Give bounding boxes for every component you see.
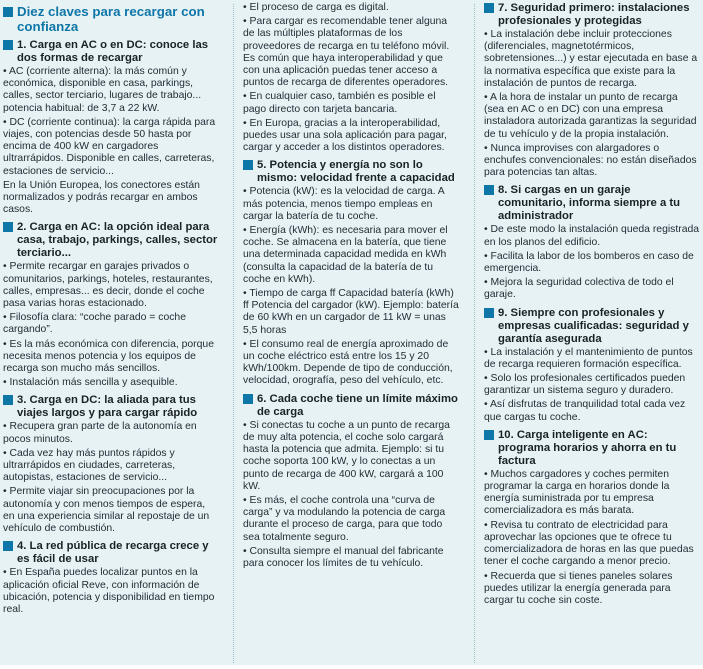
- section-7: [484, 2, 700, 179]
- paragraph: • Nunca improvises con alargadores o enchufes convencionales: no están diseñados para potencias tan altas.: [484, 142, 697, 179]
- section-heading: 1. Carga en AC o en DC: conoce las dos formas de recargar: [3, 39, 218, 65]
- paragraph: • Muchos cargadores y coches permiten programar la carga en horarios donde la energía suministrada por tu empresa comercializadora es más barata.: [484, 468, 670, 517]
- section-heading: 4. La red pública de recarga crece y es fácil de usar: [3, 540, 218, 566]
- paragraph: • En cualquier caso, también es posible el pago directo con tarjeta bancaria.: [243, 91, 436, 115]
- square-bullet-icon: [3, 40, 13, 50]
- paragraph: • Recupera gran parte de la autonomía en pocos minutos.: [3, 421, 197, 445]
- paragraph: • DC (corriente continua): la carga rápida para viajes, con potencias desde 50 hasta por encima de 400 kW en cargadores ultrarrápidos. Disponible en calles, carreteras, estaciones de servicio...: [3, 116, 216, 177]
- paragraph: • El proceso de carga es digital.: [243, 2, 389, 13]
- square-bullet-icon: [3, 222, 13, 232]
- paragraph: • Es la más económica con diferencia, porque necesita menos potencia y los equipos de recarga son mucho más sencillos.: [3, 338, 214, 375]
- paragraph: • La instalación y el mantenimiento de puntos de recarga requieren formación específica.: [484, 346, 693, 370]
- section-1: [3, 39, 218, 216]
- square-bullet-icon: [243, 160, 253, 170]
- square-bullet-icon: [243, 394, 253, 404]
- square-bullet-icon: [484, 430, 494, 440]
- paragraph: • Permite viajar sin preocupaciones por la autonomía y con menos tiempos de espera, en una experiencia similar al repostaje de un vehículo de combustión.: [3, 486, 210, 535]
- square-bullet-icon: [3, 7, 13, 17]
- square-bullet-icon: [484, 3, 494, 13]
- paragraph: • Permite recargar en garajes privados o comunitarios, parkings, hoteles, restaurantes, calles, empresas... es decir, donde el coche pasa varias horas estacionado.: [3, 261, 213, 310]
- paragraph: • Solo los profesionales certificados pueden garantizar un sistema seguro y duradero.: [484, 373, 686, 397]
- paragraph: • Mejora la seguridad colectiva de todo el garaje.: [484, 277, 674, 301]
- section-heading: 9. Siempre con profesionales y empresas cualificadas: seguridad y garantía asegurada: [484, 307, 700, 346]
- square-bullet-icon: [484, 308, 494, 318]
- paragraph: • Energía (kWh): es necesaria para mover el coche. Se almacena en la batería, que tiene una determinada capacidad medida en kWh (consulta la capacidad de la batería de tu coche en kWh).: [243, 225, 448, 285]
- paragraph: • Filosofía clara: “coche parado = coche cargando”.: [3, 312, 186, 336]
- column-divider: [474, 4, 475, 663]
- article-title-text: Diez claves para recargar con confianza: [17, 4, 205, 34]
- square-bullet-icon: [3, 395, 13, 405]
- square-bullet-icon: [3, 541, 13, 551]
- paragraph: • Para cargar es recomendable tener alguna de las múltiples plataformas de los proveedores de recarga en tu teléfono móvil. Es común que haya interoperabilidad y que con una aplicación puedas tener acceso a puntos de recarga de diferentes operadores.: [243, 16, 450, 89]
- paragraph: • Recuerda que si tienes paneles solares puedes utilizar la energía generada para cargar tu coche sin coste.: [484, 570, 673, 606]
- paragraph: • En Europa, gracias a la interoperabilidad, puedes usar una sola aplicación para pagar, cargar y acceder a los distintos operadores.: [243, 117, 447, 154]
- column-3: [484, 2, 700, 612]
- paragraph: • Cada vez hay más puntos rápidos y ultrarrápidos en ciudades, carreteras, autopistas, estaciones de servicio...: [3, 447, 176, 484]
- paragraph: En la Unión Europea, los conectores están normalizados y podrás recargar en ambos casos.: [3, 179, 200, 216]
- paragraph: • De este modo la instalación queda registrada en los planos del edificio.: [484, 224, 700, 248]
- section-heading: 8. Si cargas en un garaje comunitario, informa siempre a tu administrador: [484, 184, 700, 223]
- section-heading: 5. Potencia y energía no son lo mismo: velocidad frente a capacidad: [243, 159, 459, 185]
- section-2: [3, 221, 218, 389]
- column-1: [3, 2, 218, 621]
- paragraph: • Tiempo de carga ff Capacidad batería (kWh) ff Potencia del cargador (kW). Ejemplo: batería de 60 kWh en un cargador de 11 kW = unas 5,5 horas: [243, 288, 459, 336]
- section-4-continued: [243, 2, 459, 154]
- paragraph: • Consulta siempre el manual del fabricante para conocer los límites de tu vehículo.: [243, 545, 444, 569]
- section-9: [484, 307, 700, 424]
- section-6: [243, 393, 459, 570]
- paragraph: • Es más, el coche controla una “curva de carga” y va modulando la potencia de carga durante el proceso de carga, para que todo sea totalmente seguro.: [243, 494, 446, 543]
- paragraph: • Instalación más sencilla y asequible.: [3, 377, 178, 389]
- section-8: [484, 184, 700, 301]
- section-heading: 2. Carga en AC: la opción ideal para casa, trabajo, parkings, calles, sector terciario...: [3, 221, 218, 260]
- paragraph: • El consumo real de energía aproximado de un coche eléctrico está entre los 15 y 20 kWh/100km. Depende de tipo de conducción, velocidad, orografía, peso del vehículo, etc.: [243, 338, 453, 387]
- paragraph: • Revisa tu contrato de electricidad para aprovechar las opciones que te ofrece tu comercializadora de horas en las que puedas tener el coche cargando a menor precio.: [484, 519, 694, 568]
- section-5: [243, 159, 459, 387]
- section-heading: 6. Cada coche tiene un límite máximo de carga: [243, 393, 459, 419]
- section-10: [484, 429, 700, 607]
- paragraph: • AC (corriente alterna): la más común y económica, disponible en casa, parkings, calles, sector terciario, lugares de trabajo... potencia habitual: de 3,7 a 22 kW.: [3, 66, 202, 114]
- column-2: [243, 2, 459, 575]
- paragraph: • La instalación debe incluir protecciones (diferenciales, magnetotérmicos, sobretensiones...) y estar ejecutada en base a la normativa específica que existe para la instalación de puntos de recarga.: [484, 29, 698, 89]
- bottom-border: [0, 665, 703, 669]
- column-divider: [233, 4, 234, 663]
- section-heading: 7. Seguridad primero: instalaciones profesionales y protegidas: [484, 2, 700, 28]
- paragraph: • A la hora de instalar un punto de recarga (sea en AC o en DC) con una empresa instaladora autorizada garantizas la seguridad de tu vehículo y de la propia instalación.: [484, 92, 697, 140]
- paragraph: • Facilita la labor de los bomberos en caso de emergencia.: [484, 250, 694, 275]
- article-title: [3, 4, 218, 34]
- paragraph: • En España puedes localizar puntos en la aplicación oficial Reve, con información de ubicación, potencia y disponibilidad en tiempo real.: [3, 567, 215, 615]
- section-4: [3, 540, 218, 616]
- paragraph: • Potencia (kW): es la velocidad de carga. A más potencia, menos tiempo empleas en cargar la batería de tu coche.: [243, 186, 445, 222]
- paragraph: • Si conectas tu coche a un punto de recarga de muy alta potencia, el coche solo cargará hasta la potencia que admita. Ejemplo: si tu coche soporta 100 kW, y lo conectas a un punto de recarga de 400 kW, cargará a 100 kW.: [243, 419, 450, 492]
- section-heading: 10. Carga inteligente en AC: programa horarios y ahorra en tu factura: [484, 429, 700, 468]
- square-bullet-icon: [484, 185, 494, 195]
- section-3: [3, 394, 218, 535]
- paragraph: • Así disfrutas de tranquilidad total cada vez que cargas tu coche.: [484, 399, 686, 423]
- section-heading: 3. Carga en DC: la aliada para tus viajes largos y para cargar rápido: [3, 394, 218, 420]
